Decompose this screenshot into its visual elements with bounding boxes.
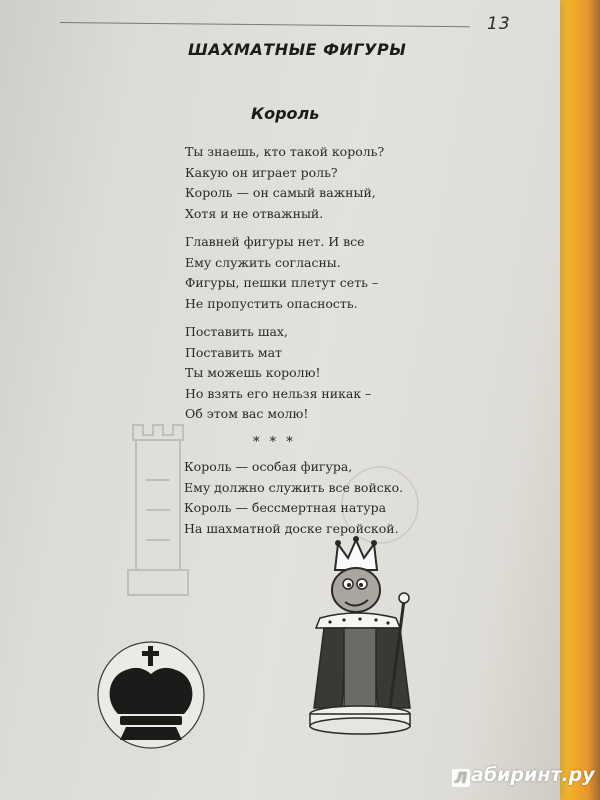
poem-line: Король — он самый важный, [185,185,376,201]
poem-line: Какую он играет роль? [185,164,338,180]
page-number: 13 [487,14,511,34]
poem-line: Главней фигуры нет. И все [185,234,365,249]
poem-line: Король — бессмертная натура [184,500,387,516]
poem-line: На шахматной доске геройской. [184,520,399,536]
stanza-2 [185,232,378,314]
poem-line: Но взять его нельзя никак – [185,385,372,401]
poem-line: Король — особая фигура, [184,459,353,474]
poem-line: Поставить мат [185,344,282,360]
watermark-logo: Л [452,769,470,787]
poem-line: Фигуры, пешки плетут сеть – [185,275,379,291]
chess-king-crown-icon [96,640,206,750]
poem-line: Не пропустить опасность. [185,295,358,311]
poem-line: Ты можешь королю! [185,365,321,381]
header-rule [60,22,470,27]
stanza-separator: * * * [253,435,296,450]
poem-title: Король [251,104,320,123]
section-header-title: ШАХМАТНЫЕ ФИГУРЫ [188,40,407,59]
stanza-4 [184,457,403,539]
watermark-text: абиринт.ру [471,764,595,786]
poem-line: Ему служить согласны. [185,254,341,270]
poem-line: Об этом вас молю! [185,406,309,422]
stanza-1 [185,142,384,224]
labirint-watermark [452,764,595,787]
poem-line: Поставить шах, [185,324,288,339]
king-character-illustration [300,530,430,740]
stanza-3 [185,322,371,425]
poem-line: Ты знаешь, кто такой король? [185,144,385,159]
poem-line: Ему должно служить все войско. [184,479,404,495]
poem-line: Хотя и не отважный. [185,205,324,221]
